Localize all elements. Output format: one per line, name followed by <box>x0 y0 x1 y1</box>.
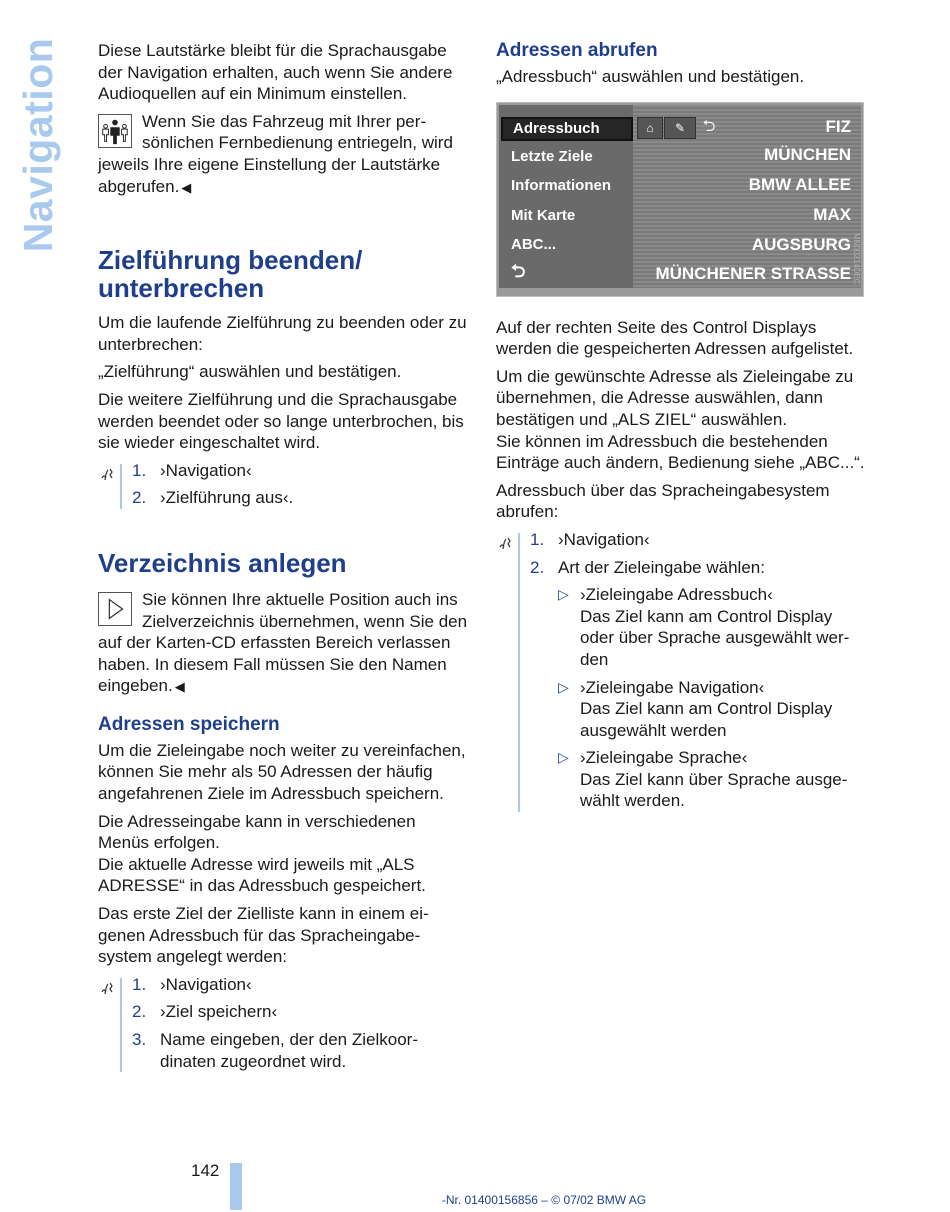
people-icon <box>98 114 132 148</box>
right-column <box>496 40 868 820</box>
section-tab-label: Navigation <box>15 37 62 253</box>
voice-command-icon <box>100 980 118 996</box>
option-triangle-icon: ▷ <box>558 678 569 695</box>
menu-item-abc: ABC... <box>511 235 556 253</box>
menu-item-mit-karte: Mit Karte <box>511 206 576 224</box>
voice-bar <box>120 464 122 509</box>
menu-item-adressbuch: Adressbuch <box>501 117 633 141</box>
display-toolbar <box>637 117 747 139</box>
option-triangle-icon: ▷ <box>558 749 569 766</box>
end-mark-icon: ◀ <box>174 679 185 695</box>
paragraph: Die aktuelle Adresse wird jeweils mit „ALS ADRESSE“ in das Adressbuch gespeichert. <box>98 854 426 896</box>
option-item: ▷ ›Zieleingabe Sprache‹ Das Ziel kann über Sprache ausgewählt werden. <box>558 748 848 811</box>
play-triangle-icon <box>98 592 132 626</box>
house-icon: ⌂ <box>637 117 663 139</box>
list-item: 1. ›Navigation‹ <box>132 460 252 480</box>
section-heading: Zielführung beenden/ unterbrechen <box>98 245 363 304</box>
address-entry: BMW ALLEE <box>748 174 851 194</box>
option-list <box>530 584 868 812</box>
list-item: 2. ›Zielführung aus‹. <box>132 488 294 508</box>
control-display-screenshot <box>496 102 864 297</box>
paragraph: Die Adresseingabe kann in verschiedenen Menüs erfolgen. <box>98 811 416 853</box>
left-column <box>98 40 468 1080</box>
address-entry: MÜNCHEN <box>764 144 851 164</box>
option-triangle-icon: ▷ <box>558 586 569 603</box>
list-item: 3. Name eingeben, der den Zielkoordinaten zugeordnet wird. <box>132 1030 418 1071</box>
notice-text: Sie können Ihre aktuelle Position auch ins Zielverzeichnis übernehmen, wenn Sie den auf der Karten-CD erfassten Bereich verlassen haben. In diesem Fall müssen Sie den Namen eingeben. <box>98 589 468 696</box>
address-entry: AUGSBURG <box>751 234 851 254</box>
list-item: 1. ›Navigation‹ <box>132 974 252 994</box>
paragraph: Auf der rechten Seite des Control Displays werden die gespeicherten Adressen aufgelistet. <box>496 317 854 359</box>
notice-block <box>98 111 468 198</box>
paragraph: Um die laufende Zielführung zu beenden oder zu unterbrechen: <box>98 313 467 354</box>
paragraph: Um die gewünschte Adresse als Zieleingabe zu übernehmen, die Adresse auswählen, dann bestätigen und „ALS ZIEL“ auswählen. <box>496 366 854 429</box>
menu-item-informationen: Informationen <box>511 176 611 194</box>
subheading: Adressen speichern <box>98 713 280 735</box>
back-arrow-icon: ⮌ <box>511 260 526 281</box>
paragraph: Das erste Ziel der Zielliste kann in einem eigenen Adressbuch für das Spracheingabesystem angelegt werden: <box>98 904 429 967</box>
list-item: 2. ›Ziel speichern‹ <box>132 1002 278 1022</box>
option-item: ▷ ›Zieleingabe Navigation‹ Das Ziel kann am Control Display ausgewählt werden <box>558 677 833 740</box>
paragraph: Diese Lautstärke bleibt für die Sprachausgabe der Navigation erhalten, auch wenn Sie andere Audioquellen auf ein Minimum einstellen. <box>98 41 453 104</box>
end-mark-icon: ◀ <box>181 179 192 195</box>
voice-command-icon <box>100 466 118 482</box>
voice-command-block <box>98 460 468 509</box>
section-heading: Verzeichnis anlegen <box>98 547 347 578</box>
notice-block <box>98 589 468 698</box>
subheading: Adressen abrufen <box>496 40 658 61</box>
list-item: 1. ›Navigation‹ <box>530 529 650 549</box>
paragraph: Adressbuch über das Spracheingabesystem abrufen: <box>496 480 830 522</box>
voice-bar <box>518 533 520 812</box>
notice-text: Wenn Sie das Fahrzeug mit Ihrer persönlichen Fernbedienung entriegeln, wird jeweils Ihre eigene Einstellung der Lautstärke abgerufen. <box>98 111 453 196</box>
paragraph: „Adressbuch“ auswählen und bestätigen. <box>496 67 805 86</box>
address-entry: FIZ <box>825 116 851 136</box>
paragraph: „Zielführung“ auswählen und bestätigen. <box>98 362 402 382</box>
voice-command-icon <box>498 535 516 551</box>
back-arrow-icon: ⮌ <box>702 117 716 135</box>
display-screen <box>499 105 861 288</box>
paragraph: Sie können im Adressbuch die bestehenden Einträge auch ändern, Bedienung siehe „ABC...“. <box>496 431 865 473</box>
voice-command-block <box>496 529 868 812</box>
menu-item-letzte-ziele: Letzte Ziele <box>511 147 593 165</box>
section-tab <box>15 37 62 253</box>
paragraph: Die weitere Zielführung und die Sprachausgabe werden beendet oder so lange unterbrochen, bis sie wieder eingeschaltet wird. <box>98 389 464 453</box>
address-entry: MAX <box>813 204 851 224</box>
edit-icon: ✎ <box>664 117 696 139</box>
address-entry: MÜNCHENER STRASSE <box>655 263 851 283</box>
display-menu <box>499 105 633 288</box>
footer: -Nr. 01400156856 – © 07/02 BMW AG <box>441 1193 647 1207</box>
voice-bar <box>120 978 122 1072</box>
list-item: 2. Art der Zieleingabe wählen: <box>530 557 765 577</box>
voice-command-block <box>98 974 468 1072</box>
option-item: ▷ ›Zieleingabe Adressbuch‹ Das Ziel kann am Control Display oder über Sprache ausgewählt werden <box>558 585 850 669</box>
page-number: 142 <box>191 1161 220 1180</box>
paragraph: Um die Zieleingabe noch weiter zu vereinfachen, können Sie mehr als 50 Adressen der häufig angefahrenen Ziele im Adressbuch speichern. <box>98 740 466 804</box>
image-code <box>845 233 867 243</box>
